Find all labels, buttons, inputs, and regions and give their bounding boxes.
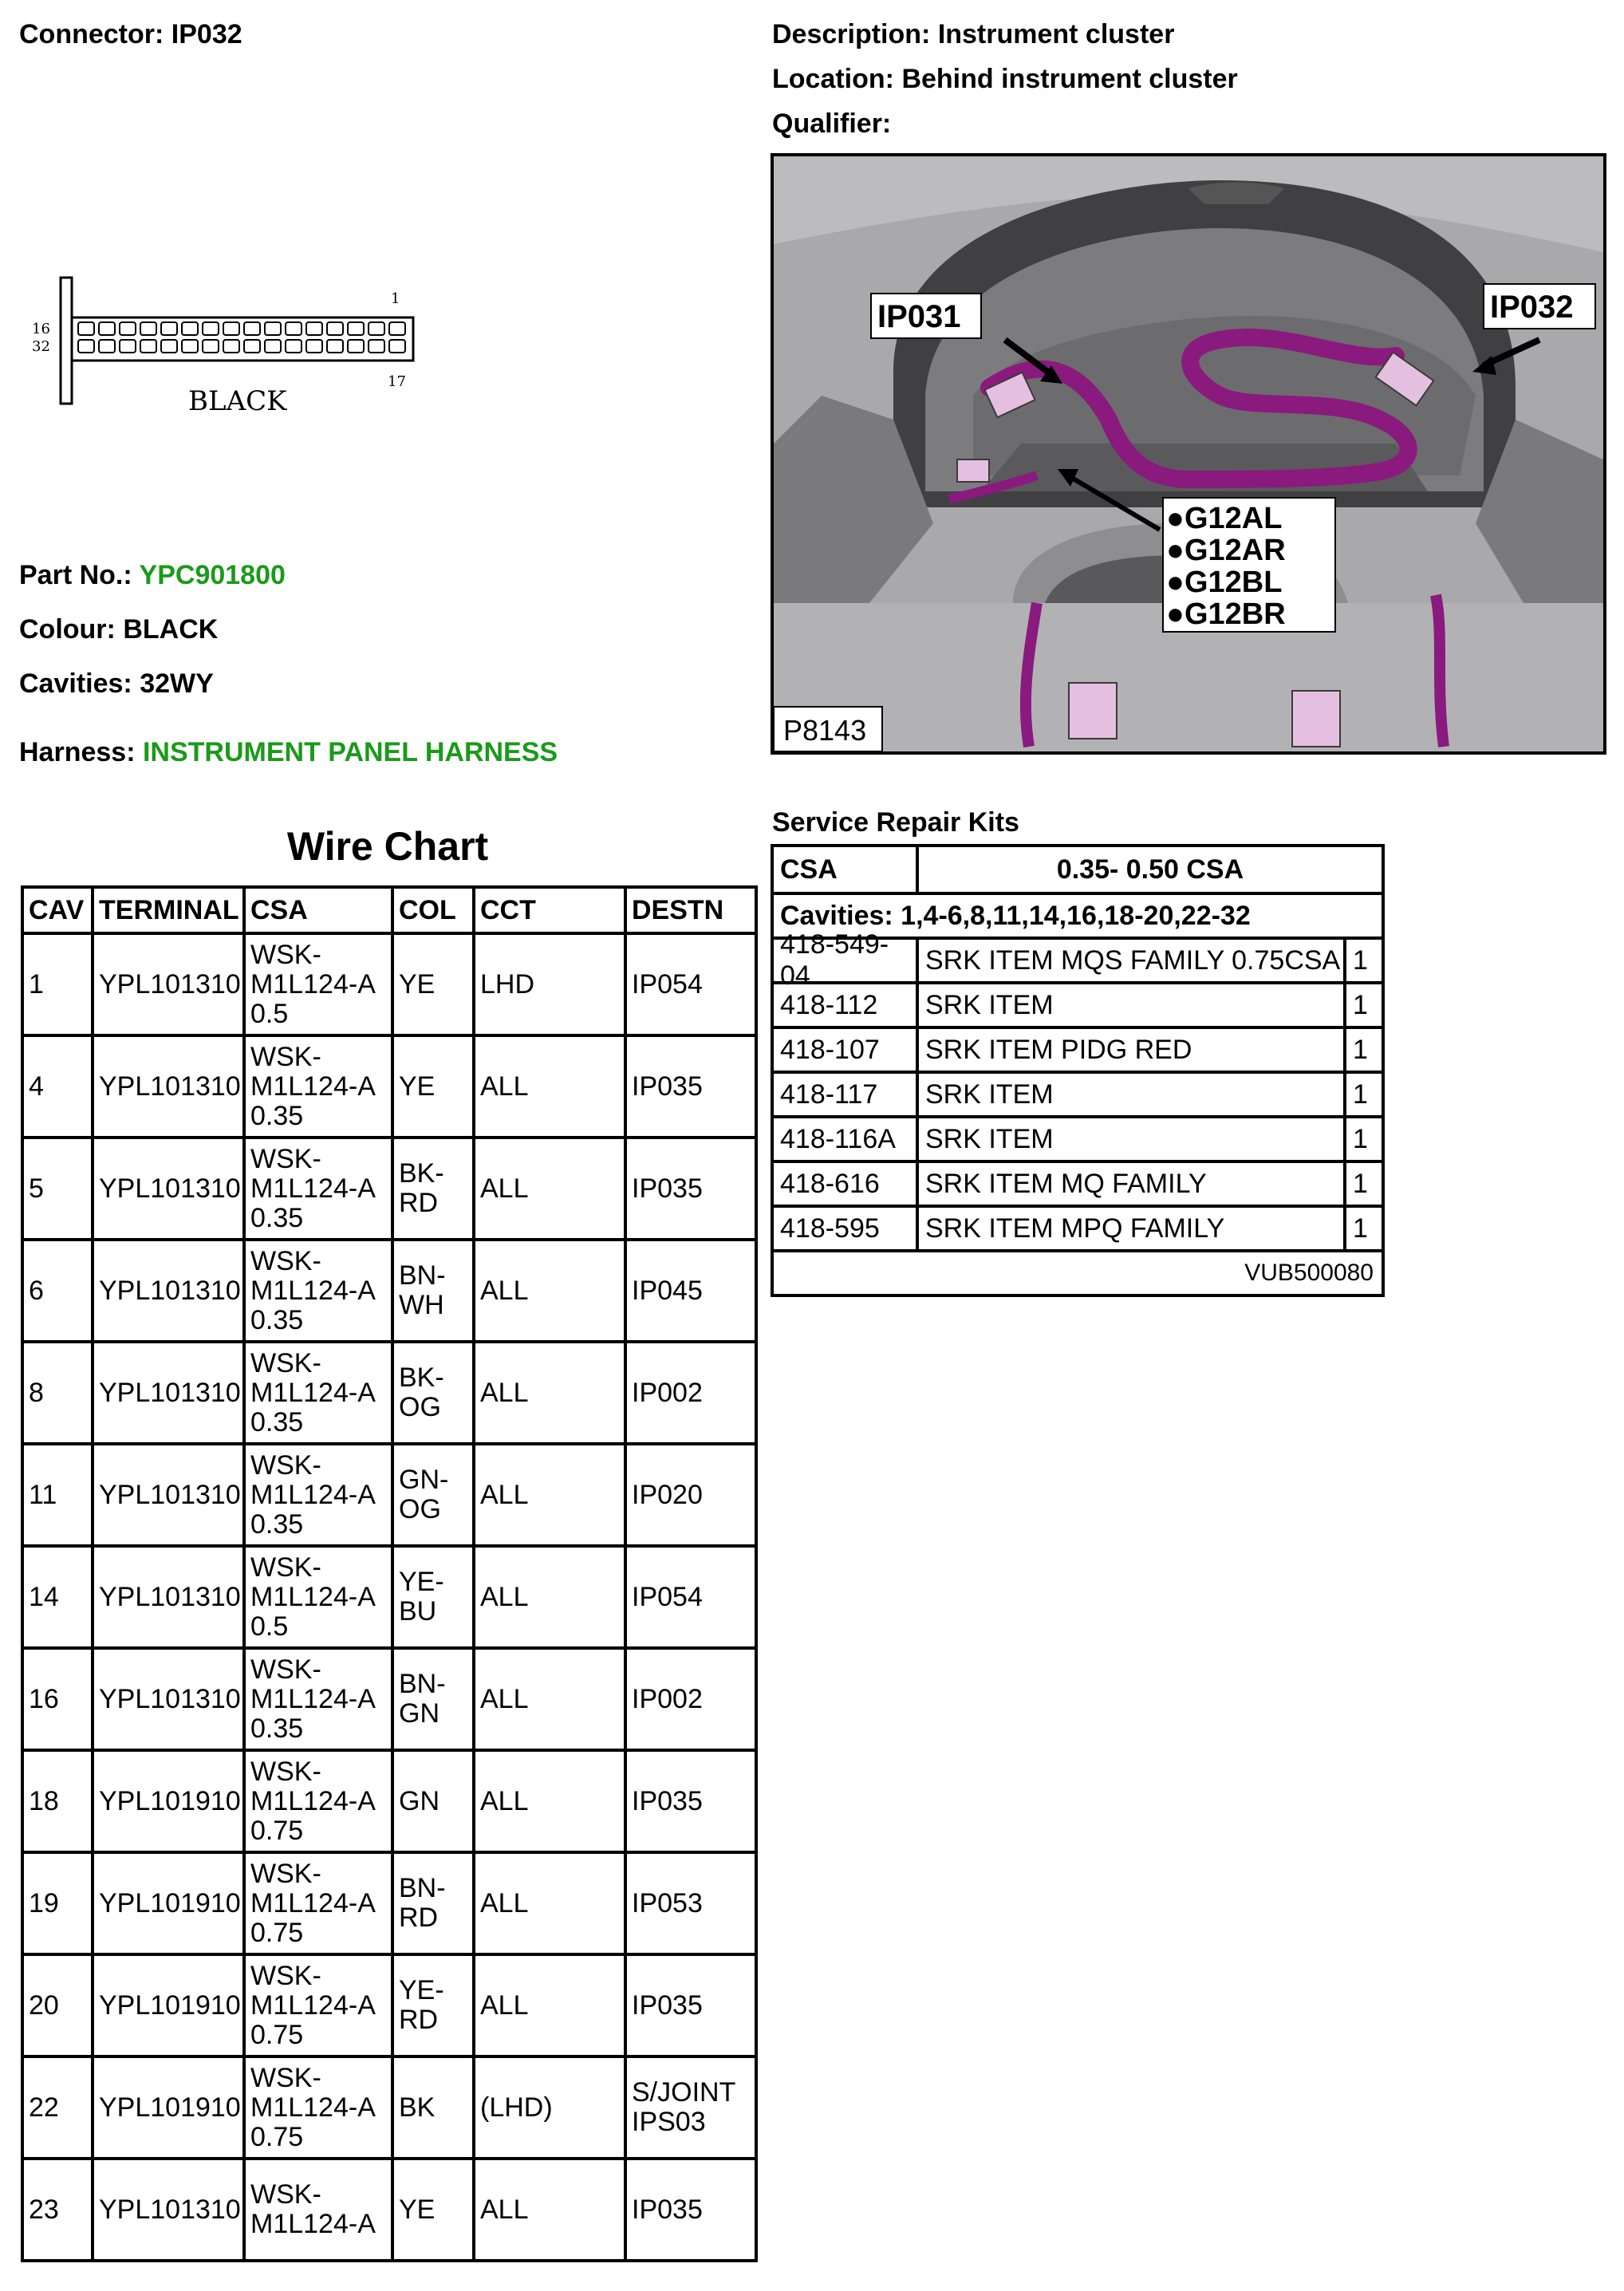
connector-colour-label: BLACK	[188, 385, 287, 417]
connector-pin	[327, 322, 343, 335]
srk-csa-label: CSA	[774, 847, 919, 892]
wire-cell-csa: WSK-M1L124-A	[244, 2159, 392, 2261]
connector-pin	[389, 340, 405, 353]
col-header-cct: CCT	[474, 887, 625, 933]
wire-cell-destn: IP035	[625, 2159, 756, 2261]
table-row	[22, 1648, 756, 1750]
part-no-label: Part No.:	[19, 560, 132, 590]
connector-pin	[265, 340, 281, 353]
photo-reference: P8143	[783, 714, 867, 747]
connector-pin	[286, 322, 302, 335]
callout-ip031: IP031	[877, 299, 961, 334]
ground-g12al: ●G12AL	[1166, 502, 1283, 535]
srk-heading: Service Repair Kits	[772, 807, 1019, 838]
srk-kit-qty: 1	[1353, 1078, 1368, 1110]
srk-kit-description: SRK ITEM	[919, 984, 1346, 1026]
wire-cell-col: BK	[392, 2056, 474, 2159]
harness-link[interactable]: INSTRUMENT PANEL HARNESS	[142, 737, 558, 767]
srk-kit-part: 418-595	[774, 1208, 919, 1249]
wire-cell-cct: ALL	[474, 1954, 625, 2056]
wire-cell-csa: WSK-M1L124-A 0.75	[244, 1750, 392, 1852]
ground-g12br: ●G12BR	[1166, 597, 1286, 631]
location-line	[772, 64, 1238, 95]
table-row	[22, 1138, 756, 1240]
location-value: Behind instrument cluster	[901, 64, 1238, 94]
wire-cell-cav: 16	[22, 1648, 93, 1750]
wire-cell-col: YE	[392, 2159, 474, 2261]
wire-cell-cav: 14	[22, 1546, 93, 1648]
srk-kit-qty: 1	[1353, 1034, 1368, 1065]
wire-cell-col: BN-RD	[392, 1852, 474, 1954]
connector-label: Connector:	[19, 19, 164, 49]
wire-cell-cct: ALL	[474, 1035, 625, 1138]
srk-kit-description: SRK ITEM MPQ FAMILY	[919, 1208, 1346, 1249]
wire-cell-terminal: YPL101910	[93, 1852, 244, 1954]
wire-cell-cct: ALL	[474, 1546, 625, 1648]
instrument-cluster-illustration	[774, 156, 1603, 751]
wire-cell-terminal: YPL101310	[93, 1342, 244, 1444]
wire-chart-table	[21, 885, 758, 2262]
table-row	[22, 1546, 756, 1648]
wire-cell-terminal: YPL101310	[93, 1648, 244, 1750]
srk-kit-qty: 1	[1353, 989, 1368, 1020]
srk-kit-list	[774, 929, 1382, 1252]
table-row	[22, 1750, 756, 1852]
colour-label: Colour:	[19, 614, 116, 645]
wire-cell-cct: ALL	[474, 1240, 625, 1342]
wire-cell-csa: WSK-M1L124-A 0.35	[244, 1240, 392, 1342]
srk-kit-part: 418-117	[774, 1074, 919, 1115]
wire-cell-destn: S/JOINT IPS03	[625, 2056, 756, 2159]
callout-ip032: IP032	[1490, 290, 1574, 325]
pin-number-top-right: 1	[391, 290, 400, 307]
part-no-link[interactable]: YPC901800	[139, 560, 286, 590]
wire-cell-cav: 20	[22, 1954, 93, 2056]
wire-cell-destn: IP045	[625, 1240, 756, 1342]
srk-kit-row	[774, 929, 1382, 991]
connector-pin	[223, 322, 239, 335]
description-line	[772, 19, 1174, 50]
harness-label: Harness:	[19, 737, 136, 767]
connector-pin	[348, 322, 364, 335]
wire-cell-cct: ALL	[474, 1852, 625, 1954]
wire-cell-destn: IP035	[625, 1035, 756, 1138]
wire-cell-terminal: YPL101910	[93, 1750, 244, 1852]
srk-kit-part: 418-616	[774, 1163, 919, 1205]
wire-cell-cct: (LHD)	[474, 2056, 625, 2159]
wire-cell-col: GN-OG	[392, 1444, 474, 1546]
connector-pin	[182, 322, 198, 335]
srk-kit-row	[774, 984, 1382, 1029]
srk-kit-part: 418-549-04	[774, 940, 919, 981]
srk-kit-part: 418-112	[774, 984, 919, 1026]
connector-pin	[306, 340, 322, 353]
colour-line	[19, 614, 218, 645]
srk-kit-description: SRK ITEM	[919, 1074, 1346, 1115]
table-row	[22, 1444, 756, 1546]
connector-pin	[369, 322, 384, 335]
wire-cell-destn: IP035	[625, 1750, 756, 1852]
connector-latch	[61, 278, 72, 404]
srk-table	[771, 844, 1385, 1297]
harness-line	[19, 737, 558, 768]
connector-pin	[78, 340, 94, 353]
col-header-destn: DESTN	[625, 887, 756, 933]
wire-cell-terminal: YPL101910	[93, 2056, 244, 2159]
wire-cell-destn: IP035	[625, 1954, 756, 2056]
connector-pin	[99, 340, 115, 353]
wire-cell-destn: IP054	[625, 933, 756, 1035]
wire-cell-destn: IP053	[625, 1852, 756, 1954]
wire-cell-terminal: YPL101310	[93, 1546, 244, 1648]
location-label: Location:	[772, 64, 894, 94]
wire-cell-cav: 8	[22, 1342, 93, 1444]
wire-cell-terminal: YPL101310	[93, 2159, 244, 2261]
wire-cell-cav: 22	[22, 2056, 93, 2159]
table-row	[22, 1852, 756, 1954]
connector-pin	[223, 340, 239, 353]
wire-cell-col: BK-OG	[392, 1342, 474, 1444]
table-row	[22, 2056, 756, 2159]
wire-chart-body	[22, 933, 756, 2261]
connector-face-diagram	[24, 271, 439, 431]
ground-g12ar: ●G12AR	[1166, 534, 1286, 567]
wire-cell-cct: ALL	[474, 1648, 625, 1750]
col-header-cav: CAV	[22, 887, 93, 933]
table-row	[22, 933, 756, 1035]
wire-cell-terminal: YPL101310	[93, 1035, 244, 1138]
colour-value: BLACK	[123, 614, 219, 645]
connector-pin	[244, 322, 260, 335]
srk-kit-row	[774, 1163, 1382, 1208]
location-illustration	[771, 153, 1606, 755]
wire-cell-csa: WSK-M1L124-A 0.75	[244, 1954, 392, 2056]
wire-cell-terminal: YPL101910	[93, 1954, 244, 2056]
wire-cell-terminal: YPL101310	[93, 1240, 244, 1342]
connector-pin	[140, 322, 156, 335]
cavities-line	[19, 668, 214, 700]
table-row	[22, 2159, 756, 2261]
connector-pin	[306, 322, 322, 335]
wire-cell-destn: IP035	[625, 1138, 756, 1240]
wire-cell-cav: 6	[22, 1240, 93, 1342]
wire-cell-csa: WSK-M1L124-A 0.35	[244, 1138, 392, 1240]
wire-chart-title: Wire Chart	[286, 824, 489, 869]
qualifier-line	[772, 108, 891, 140]
wire-cell-col: BN-WH	[392, 1240, 474, 1342]
wire-cell-cav: 5	[22, 1138, 93, 1240]
wire-cell-destn: IP002	[625, 1342, 756, 1444]
wire-cell-csa: WSK-M1L124-A 0.35	[244, 1444, 392, 1546]
connector-pin	[244, 340, 260, 353]
wire-cell-cct: ALL	[474, 2159, 625, 2261]
col-header-csa: CSA	[244, 887, 392, 933]
ground-g12bl: ●G12BL	[1166, 566, 1283, 599]
wire-cell-destn: IP054	[625, 1546, 756, 1648]
connector-pin	[369, 340, 384, 353]
srk-kit-qty: 1	[1353, 944, 1368, 976]
connector-pin	[203, 340, 219, 353]
connector-pin	[120, 340, 136, 353]
cavities-label: Cavities:	[19, 668, 132, 699]
connector-pin	[161, 340, 177, 353]
wire-cell-col: GN	[392, 1750, 474, 1852]
srk-kit-qty: 1	[1353, 1168, 1368, 1199]
connector-pin	[389, 322, 405, 335]
wire-cell-csa: WSK-M1L124-A 0.75	[244, 1852, 392, 1954]
wire-cell-cct: ALL	[474, 1342, 625, 1444]
connector-pin	[161, 322, 177, 335]
pin-number-bottom-left: 32	[32, 338, 50, 355]
srk-footer-ref: VUB500080	[1244, 1260, 1374, 1286]
wire-cell-destn: IP002	[625, 1648, 756, 1750]
table-row	[22, 1035, 756, 1138]
table-row	[22, 1342, 756, 1444]
wire-cell-cav: 19	[22, 1852, 93, 1954]
wire-cell-cav: 4	[22, 1035, 93, 1138]
cavities-value: 32WY	[140, 668, 214, 699]
srk-cavities: Cavities: 1,4-6,8,11,14,16,18-20,22-32	[774, 895, 1382, 940]
wire-cell-cct: LHD	[474, 933, 625, 1035]
table-row	[22, 1240, 756, 1342]
srk-kit-qty: 1	[1353, 1123, 1368, 1154]
srk-kit-part: 418-107	[774, 1029, 919, 1071]
connector-pin	[78, 322, 94, 335]
connector-value: IP032	[171, 19, 242, 49]
part-no-line	[19, 560, 286, 591]
connector-pin	[120, 322, 136, 335]
connector-pin	[140, 340, 156, 353]
wire-cell-csa: WSK-M1L124-A 0.35	[244, 1342, 392, 1444]
srk-kit-part: 418-116A	[774, 1118, 919, 1160]
srk-header-row	[774, 847, 1382, 895]
srk-kit-description: SRK ITEM MQS FAMILY 0.75CSA	[919, 940, 1346, 981]
wire-cell-col: BK-RD	[392, 1138, 474, 1240]
wire-cell-col: YE	[392, 1035, 474, 1138]
connector-line	[19, 19, 242, 50]
connector-pin	[99, 322, 115, 335]
wire-cell-cav: 18	[22, 1750, 93, 1852]
wire-cell-col: BN-GN	[392, 1648, 474, 1750]
connector-pin	[182, 340, 198, 353]
srk-kit-row	[774, 1118, 1382, 1163]
wire-cell-cct: ALL	[474, 1138, 625, 1240]
srk-kit-description: SRK ITEM MQ FAMILY	[919, 1163, 1346, 1205]
wire-cell-terminal: YPL101310	[93, 1138, 244, 1240]
wire-cell-col: YE-RD	[392, 1954, 474, 2056]
srk-kit-qty: 1	[1353, 1213, 1368, 1244]
connector-pin	[286, 340, 302, 353]
wire-cell-cav: 23	[22, 2159, 93, 2261]
description-value: Instrument cluster	[937, 19, 1175, 49]
srk-csa-value: 0.35- 0.50 CSA	[1056, 854, 1244, 885]
wire-cell-col: YE-BU	[392, 1546, 474, 1648]
srk-kit-description: SRK ITEM PIDG RED	[919, 1029, 1346, 1071]
connector-pin	[265, 322, 281, 335]
wire-cell-cct: ALL	[474, 1444, 625, 1546]
qualifier-label: Qualifier:	[772, 108, 892, 139]
wire-cell-csa: WSK-M1L124-A 0.5	[244, 933, 392, 1035]
col-header-terminal: TERMINAL	[93, 887, 244, 933]
srk-kit-row	[774, 1074, 1382, 1118]
col-header-col: COL	[392, 887, 474, 933]
connector-pin	[327, 340, 343, 353]
connector-pin	[348, 340, 364, 353]
pin-number-bottom-right: 17	[388, 373, 406, 390]
pin-number-top-left: 16	[32, 321, 50, 337]
wire-cell-cct: ALL	[474, 1750, 625, 1852]
wire-cell-csa: WSK-M1L124-A 0.35	[244, 1035, 392, 1138]
description-label: Description:	[772, 19, 931, 49]
wire-cell-destn: IP020	[625, 1444, 756, 1546]
wire-cell-cav: 1	[22, 933, 93, 1035]
wire-cell-csa: WSK-M1L124-A 0.35	[244, 1648, 392, 1750]
srk-kit-row	[774, 1208, 1382, 1252]
srk-kit-description: SRK ITEM	[919, 1118, 1346, 1160]
pin-grid	[78, 322, 405, 353]
table-row	[22, 1954, 756, 2056]
wire-chart-header-row	[22, 887, 756, 933]
wire-cell-col: YE	[392, 933, 474, 1035]
wire-cell-terminal: YPL101310	[93, 1444, 244, 1546]
wire-cell-csa: WSK-M1L124-A 0.5	[244, 1546, 392, 1648]
connector-pin	[203, 322, 219, 335]
wire-cell-csa: WSK-M1L124-A 0.75	[244, 2056, 392, 2159]
wire-cell-terminal: YPL101310	[93, 933, 244, 1035]
wire-cell-cav: 11	[22, 1444, 93, 1546]
srk-kit-row	[774, 1029, 1382, 1074]
